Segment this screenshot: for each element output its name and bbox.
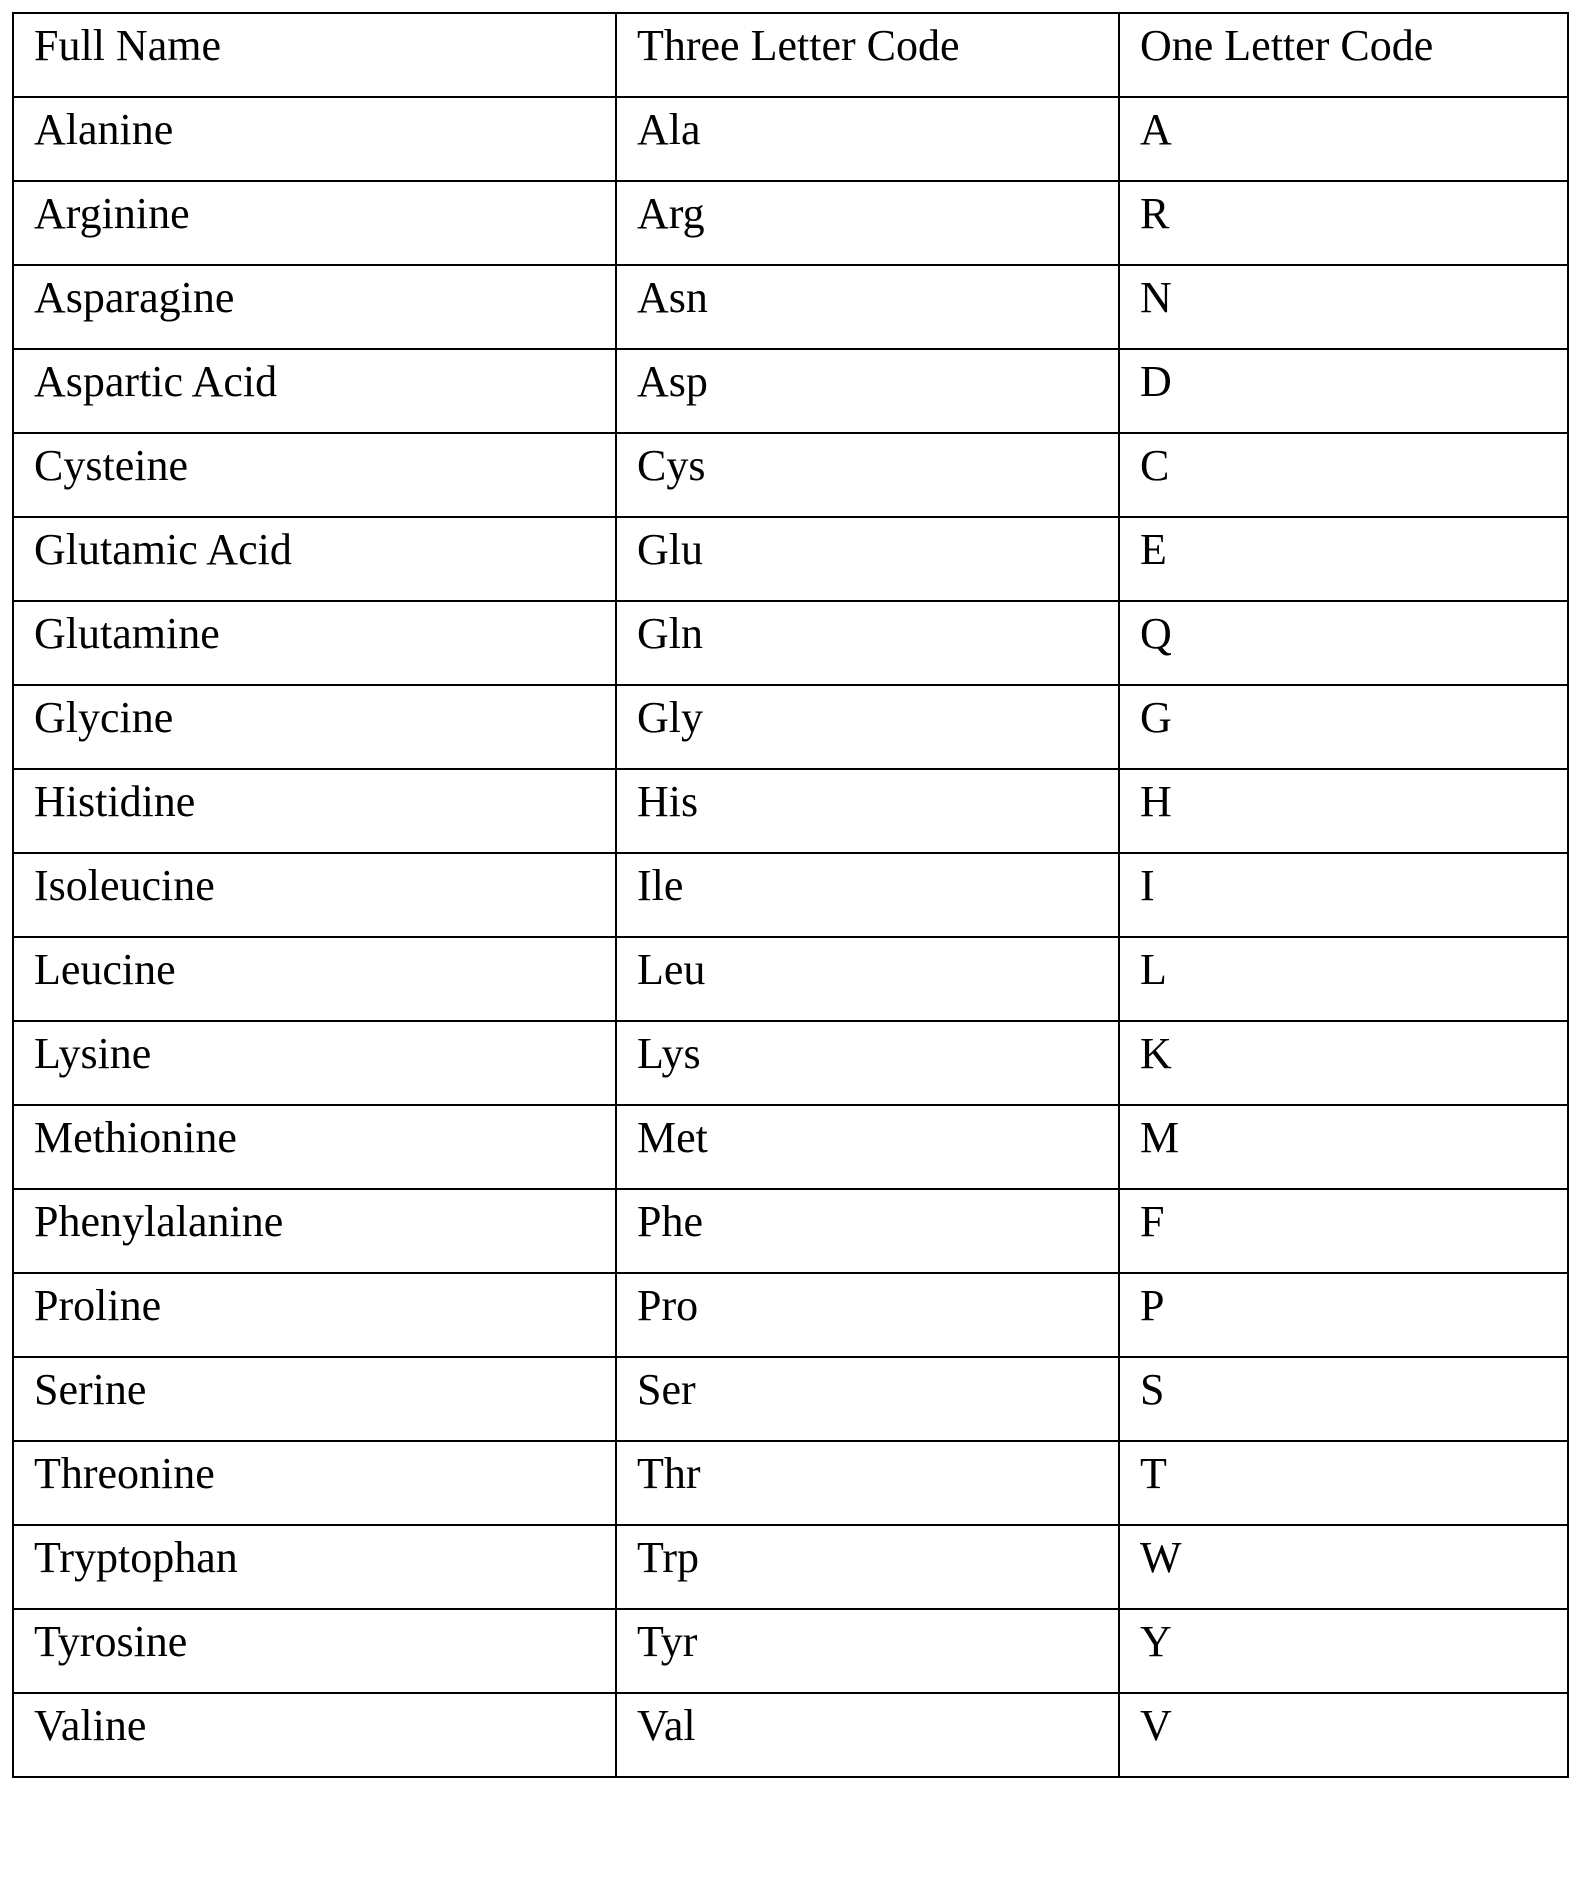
cell-text: Serine	[34, 1365, 147, 1414]
full-name-cell	[13, 349, 616, 433]
cell-text: Cysteine	[34, 441, 188, 490]
three-letter-code-cell	[616, 1525, 1119, 1609]
header-full-name: Full Name	[13, 13, 616, 97]
one-letter-code-cell	[1119, 685, 1568, 769]
cell-text: Threonine	[34, 1449, 215, 1498]
one-letter-code-cell	[1119, 769, 1568, 853]
cell-text: T	[1140, 1449, 1167, 1498]
cell-text: Tyrosine	[34, 1617, 188, 1666]
one-letter-code-cell	[1119, 181, 1568, 265]
cell-text: Met	[637, 1113, 708, 1162]
cell-text: F	[1140, 1197, 1165, 1246]
full-name-cell	[13, 97, 616, 181]
cell-text: G	[1140, 693, 1172, 742]
three-letter-code-cell	[616, 265, 1119, 349]
header-one-letter-code: One Letter Code	[1119, 13, 1568, 97]
cell-text: Lys	[637, 1029, 701, 1078]
full-name-cell	[13, 1693, 616, 1777]
full-name-cell	[13, 517, 616, 601]
three-letter-code-cell	[616, 181, 1119, 265]
one-letter-code-cell	[1119, 1273, 1568, 1357]
cell-text: Trp	[637, 1533, 699, 1582]
three-letter-code-cell	[616, 1693, 1119, 1777]
cell-text: E	[1140, 525, 1167, 574]
cell-text: M	[1140, 1113, 1180, 1162]
header-row	[13, 13, 1568, 97]
table-row	[13, 1105, 1568, 1189]
cell-text: Alanine	[34, 105, 174, 154]
cell-text: Phe	[637, 1197, 703, 1246]
full-name-cell	[13, 685, 616, 769]
three-letter-code-cell	[616, 1273, 1119, 1357]
cell-text: H	[1140, 777, 1172, 826]
three-letter-code-cell	[616, 685, 1119, 769]
amino-acid-table-container	[12, 12, 1569, 1778]
full-name-cell	[13, 853, 616, 937]
table-row	[13, 265, 1568, 349]
full-name-cell	[13, 1273, 616, 1357]
one-letter-code-cell	[1119, 1693, 1568, 1777]
cell-text: Leucine	[34, 945, 176, 994]
one-letter-code-cell	[1119, 517, 1568, 601]
cell-text: Glu	[637, 525, 703, 574]
cell-text: Asp	[637, 357, 708, 406]
cell-text: Y	[1140, 1617, 1172, 1666]
cell-text: Thr	[637, 1449, 701, 1498]
one-letter-code-cell	[1119, 853, 1568, 937]
cell-text: Tryptophan	[34, 1533, 238, 1582]
cell-text: V	[1140, 1701, 1172, 1750]
one-letter-code-cell	[1119, 265, 1568, 349]
full-name-cell	[13, 769, 616, 853]
full-name-cell	[13, 1441, 616, 1525]
cell-text: W	[1140, 1533, 1182, 1582]
one-letter-code-cell	[1119, 349, 1568, 433]
cell-text: D	[1140, 357, 1172, 406]
one-letter-code-cell	[1119, 97, 1568, 181]
cell-text: L	[1140, 945, 1167, 994]
cell-text: Arg	[637, 189, 705, 238]
cell-text: Gly	[637, 693, 703, 742]
cell-text: Ser	[637, 1365, 696, 1414]
cell-text: Proline	[34, 1281, 162, 1330]
cell-text: Tyr	[637, 1617, 698, 1666]
cell-text: R	[1140, 189, 1170, 238]
table-row	[13, 1021, 1568, 1105]
full-name-cell	[13, 1021, 616, 1105]
full-name-cell	[13, 1357, 616, 1441]
table-row	[13, 1441, 1568, 1525]
cell-text: Leu	[637, 945, 706, 994]
table-row	[13, 685, 1568, 769]
full-name-cell	[13, 433, 616, 517]
three-letter-code-cell	[616, 1357, 1119, 1441]
one-letter-code-cell	[1119, 1609, 1568, 1693]
full-name-cell	[13, 601, 616, 685]
three-letter-code-cell	[616, 853, 1119, 937]
full-name-cell	[13, 1105, 616, 1189]
cell-text: Asparagine	[34, 273, 235, 322]
one-letter-code-cell	[1119, 1189, 1568, 1273]
one-letter-code-cell	[1119, 1021, 1568, 1105]
cell-text: A	[1140, 105, 1172, 154]
three-letter-code-cell	[616, 1189, 1119, 1273]
three-letter-code-cell	[616, 97, 1119, 181]
cell-text: Val	[637, 1701, 696, 1750]
one-letter-code-cell	[1119, 1525, 1568, 1609]
one-letter-code-cell	[1119, 1105, 1568, 1189]
full-name-cell	[13, 937, 616, 1021]
table-row	[13, 1693, 1568, 1777]
cell-text: N	[1140, 273, 1172, 322]
table-row	[13, 181, 1568, 265]
table-row	[13, 853, 1568, 937]
three-letter-code-cell	[616, 937, 1119, 1021]
table-header	[13, 13, 1568, 97]
table-row	[13, 517, 1568, 601]
cell-text: Pro	[637, 1281, 699, 1330]
cell-text: S	[1140, 1365, 1165, 1414]
cell-text: Valine	[34, 1701, 147, 1750]
one-letter-code-cell	[1119, 433, 1568, 517]
cell-text: C	[1140, 441, 1170, 490]
cell-text: K	[1140, 1029, 1172, 1078]
three-letter-code-cell	[616, 769, 1119, 853]
cell-text: Lysine	[34, 1029, 152, 1078]
cell-text: Q	[1140, 609, 1172, 658]
cell-text: Gln	[637, 609, 703, 658]
cell-text: Glutamic Acid	[34, 525, 292, 574]
cell-text: Ile	[637, 861, 684, 910]
cell-text: P	[1140, 1281, 1165, 1330]
cell-text: Arginine	[34, 189, 190, 238]
table-body	[13, 97, 1568, 1777]
cell-text: Glycine	[34, 693, 174, 742]
full-name-cell	[13, 181, 616, 265]
three-letter-code-cell	[616, 1441, 1119, 1525]
cell-text: Cys	[637, 441, 706, 490]
cell-text: Aspartic Acid	[34, 357, 278, 406]
one-letter-code-cell	[1119, 1357, 1568, 1441]
full-name-cell	[13, 1609, 616, 1693]
amino-acid-table	[12, 12, 1569, 1778]
three-letter-code-cell	[616, 517, 1119, 601]
table-row	[13, 937, 1568, 1021]
cell-text: Isoleucine	[34, 861, 215, 910]
one-letter-code-cell	[1119, 937, 1568, 1021]
cell-text: Methionine	[34, 1113, 237, 1162]
cell-text: Asn	[637, 273, 708, 322]
cell-text: Phenylalanine	[34, 1197, 284, 1246]
cell-text: I	[1140, 861, 1155, 910]
full-name-cell	[13, 1525, 616, 1609]
table-row	[13, 769, 1568, 853]
table-row	[13, 601, 1568, 685]
table-row	[13, 1609, 1568, 1693]
cell-text: His	[637, 777, 699, 826]
table-row	[13, 1189, 1568, 1273]
three-letter-code-cell	[616, 349, 1119, 433]
three-letter-code-cell	[616, 601, 1119, 685]
cell-text: Glutamine	[34, 609, 220, 658]
table-row	[13, 1357, 1568, 1441]
full-name-cell	[13, 1189, 616, 1273]
table-row	[13, 433, 1568, 517]
three-letter-code-cell	[616, 1021, 1119, 1105]
header-three-letter-code: Three Letter Code	[616, 13, 1119, 97]
table-row	[13, 97, 1568, 181]
one-letter-code-cell	[1119, 601, 1568, 685]
table-row	[13, 1273, 1568, 1357]
table-row	[13, 349, 1568, 433]
cell-text: Ala	[637, 105, 701, 154]
three-letter-code-cell	[616, 1609, 1119, 1693]
full-name-cell	[13, 265, 616, 349]
table-row	[13, 1525, 1568, 1609]
three-letter-code-cell	[616, 1105, 1119, 1189]
one-letter-code-cell	[1119, 1441, 1568, 1525]
three-letter-code-cell	[616, 433, 1119, 517]
cell-text: Histidine	[34, 777, 196, 826]
